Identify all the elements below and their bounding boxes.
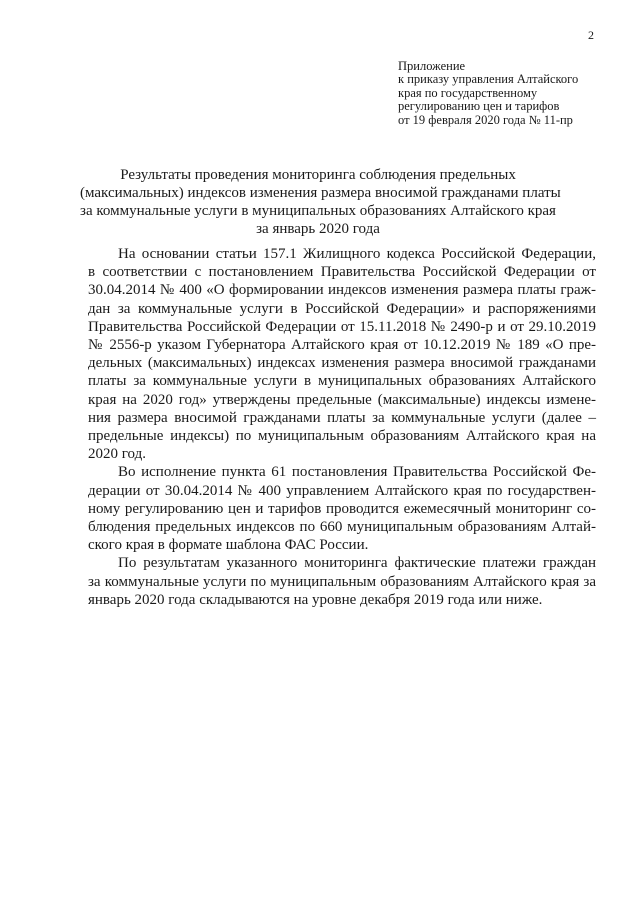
annex-line: Приложение <box>398 59 466 73</box>
document-title <box>80 166 561 238</box>
text-line: платы за коммунальные услуги в муниципальных образованиях Алтайского <box>88 373 596 390</box>
text-line: 30.04.2014 № 400 «О формировании индексов изменения размера платы граж- <box>88 282 596 299</box>
annex-line: к приказу управления Алтайского <box>398 72 579 87</box>
title-line: за коммунальные услуги в муниципальных образованиях Алтайского края <box>80 203 556 219</box>
title-line: (максимальных) индексов изменения размера вносимой гражданами платы <box>80 185 561 201</box>
text-line: ния размера вносимой гражданами платы за коммунальные услуги (далее – <box>88 409 596 426</box>
text-line: Правительства Российской Федерации от 15.11.2018 № 2490-р и от 29.10.2019 <box>88 318 596 335</box>
text-line: По результатам указанного мониторинга фактические платежи граждан <box>118 555 596 572</box>
text-line: ского края в формате шаблона ФАС России. <box>88 537 369 554</box>
document-body <box>88 245 596 609</box>
title-line: за январь 2020 года <box>256 221 380 237</box>
text-line: предельные индексы) по муниципальным образованиям Алтайского края на <box>88 428 596 445</box>
text-line: 2020 год. <box>88 446 146 463</box>
text-line: ному регулированию цен и тарифов проводится ежемесячный мониторинг со- <box>88 500 596 517</box>
paragraph <box>88 463 596 554</box>
text-line: дерации от 30.04.2014 № 400 управлением Алтайского края по государствен- <box>88 482 596 499</box>
text-line: края на 2020 год» утверждены предельные (максимальные) индексы измене- <box>88 391 596 408</box>
annex-line: края по государственному <box>398 85 538 100</box>
text-line: за коммунальные услуги по муниципальным образованиям Алтайского края за <box>88 573 596 590</box>
text-line: № 2556-р указом Губернатора Алтайского края от 10.12.2019 № 189 «О пре- <box>88 337 596 354</box>
title-line: Результаты проведения мониторинга соблюдения предельных <box>120 167 516 183</box>
annex-block <box>398 60 628 127</box>
text-line: На основании статьи 157.1 Жилищного кодекса Российской Федерации, <box>118 246 596 262</box>
text-line: январь 2020 года складываются на уровне декабря 2019 года или ниже. <box>88 591 543 608</box>
text-line: Во исполнение пункта 61 постановления Правительства Российской Фе- <box>118 464 596 481</box>
annex-line: от 19 февраля 2020 года № 11-пр <box>398 112 573 127</box>
text-line: блюдения предельных индексов по 660 муниципальным образованиям Алтай- <box>88 519 596 536</box>
annex-line: регулированию цен и тарифов <box>398 99 560 114</box>
paragraph <box>88 245 596 463</box>
paragraph <box>88 554 596 609</box>
page-number: 2 <box>588 28 594 42</box>
text-line: дельных (максимальных) индексах изменения размера вносимой гражданами <box>88 355 596 372</box>
text-line: в соответствии с постановлением Правительства Российской Федерации от <box>88 264 596 281</box>
text-line: дан за коммунальные услуги в Российской Федерации» и распоряжениями <box>88 300 596 317</box>
